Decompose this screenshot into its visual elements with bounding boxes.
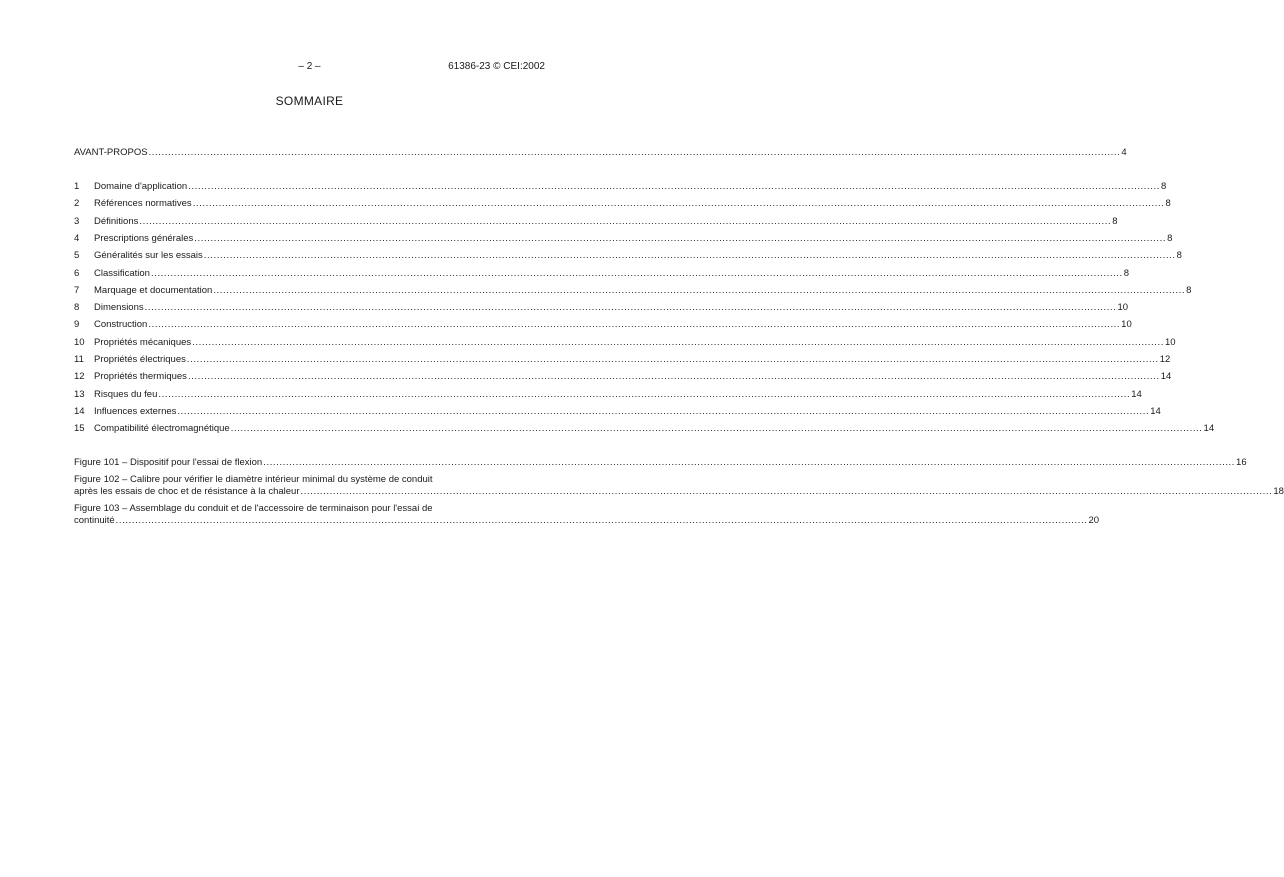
toc-label: Prescriptions générales: [94, 232, 194, 244]
toc-clause-item[interactable]: [74, 215, 1118, 228]
toc-label: Propriétés thermiques: [94, 371, 187, 383]
toc-label: Dimensions: [94, 302, 144, 314]
toc-clause-item[interactable]: [74, 388, 1142, 401]
toc-page: 8: [1123, 267, 1130, 279]
leader-dots: ............................................................................................................................................................................................................................................................................................................: [192, 198, 1165, 210]
toc-label: Propriétés électriques: [94, 354, 186, 365]
toc-label: Références normatives: [94, 198, 192, 210]
toc-page: 10: [1165, 336, 1176, 348]
toc-page: 8: [1112, 215, 1118, 227]
toc-number: 15: [74, 423, 85, 435]
toc-page: 20: [1088, 515, 1100, 526]
toc-number: 1: [74, 181, 80, 192]
toc-clause-item[interactable]: [74, 181, 1167, 193]
toc-number: 6: [74, 267, 80, 279]
toc-number: 7: [74, 284, 80, 296]
toc-label: Définitions: [94, 215, 139, 227]
toc-label: Généralités sur les essais: [94, 250, 203, 262]
toc-number: 11: [74, 354, 84, 365]
toc-clause-item[interactable]: [74, 336, 1176, 349]
toc-label: Construction: [94, 319, 148, 331]
toc-page: 14: [1160, 371, 1172, 383]
leader-dots: ............................................................................................................................................................................................................................................................................................................: [188, 181, 1161, 192]
toc-clause-item[interactable]: [74, 267, 1130, 280]
leader-dots: ............................................................................................................................................................................................................................................................................................................: [150, 267, 1123, 279]
leader-dots: ............................................................................................................................................................................................................................................................................................................: [158, 388, 1131, 400]
toc-page: 14: [1131, 388, 1142, 400]
leader-dots: ............................................................................................................................................................................................................................................................................................................: [187, 371, 1160, 383]
toc-page: 8: [1176, 250, 1182, 262]
toc-figure-item[interactable]: [74, 486, 1284, 498]
toc-label: Figure 101 – Dispositif pour l'essai de flexion: [74, 457, 263, 468]
toc-page: 8: [1161, 181, 1167, 192]
toc-number: 14: [74, 405, 85, 417]
leader-dots: ............................................................................................................................................................................................................................................................................................................: [144, 302, 1117, 314]
leader-dots: ............................................................................................................................................................................................................................................................................................................: [186, 354, 1159, 365]
leader-dots: ............................................................................................................................................................................................................................................................................................................: [300, 486, 1273, 497]
toc-clause-item[interactable]: [74, 354, 1171, 366]
toc-number: 2: [74, 198, 80, 210]
toc-clause-item[interactable]: [74, 284, 1192, 297]
leader-dots: ............................................................................................................................................................................................................................................................................................................: [148, 319, 1121, 331]
toc-number: 8: [74, 302, 80, 314]
leader-dots: ............................................................................................................................................................................................................................................................................................................: [139, 215, 1112, 227]
toc-clause-item[interactable]: [74, 198, 1171, 210]
leader-dots: ............................................................................................................................................................................................................................................................................................................: [177, 405, 1150, 417]
toc-label: après les essais de choc et de résistance à la chaleur: [74, 486, 300, 497]
toc-label: Marquage et documentation: [94, 284, 213, 296]
toc-number: 5: [74, 250, 80, 262]
toc-page: 16: [1236, 457, 1247, 468]
toc-foreword[interactable]: [74, 147, 1127, 159]
leader-dots: ............................................................................................................................................................................................................................................................................................................: [213, 284, 1186, 296]
toc-figure-item[interactable]: [74, 515, 1100, 527]
toc-number: 3: [74, 215, 80, 227]
toc-page: 8: [1167, 232, 1173, 244]
leader-dots: ............................................................................................................................................................................................................................................................................................................: [230, 423, 1203, 435]
leader-dots: ............................................................................................................................................................................................................................................................................................................: [148, 147, 1121, 158]
toc-label: AVANT-PROPOS: [74, 147, 148, 158]
toc-clause-item[interactable]: [74, 302, 1129, 314]
toc-page: 10: [1117, 302, 1129, 314]
toc-figure-caption-line: Figure 103 – Assemblage du conduit et de l'accessoire de terminaison pour l'essai de: [74, 503, 433, 514]
toc-label: Compatibilité électromagnétique: [94, 423, 230, 435]
toc-number: 4: [74, 232, 80, 244]
toc-number: 9: [74, 319, 80, 331]
toc-number: 10: [74, 336, 85, 348]
toc-page: 14: [1150, 405, 1161, 417]
toc-figure-item[interactable]: [74, 457, 1247, 469]
toc-page: 4: [1121, 147, 1127, 158]
toc-label: Risques du feu: [94, 388, 158, 400]
document-reference: 61386-23 © CEI:2002: [448, 61, 545, 72]
toc-page: 14: [1203, 423, 1215, 435]
toc-page: 18: [1273, 486, 1284, 497]
toc-page: 8: [1165, 198, 1171, 210]
toc-clause-item[interactable]: [74, 405, 1161, 418]
page-title: SOMMAIRE: [275, 94, 344, 108]
leader-dots: ............................................................................................................................................................................................................................................................................................................: [115, 515, 1088, 526]
toc-label: Classification: [94, 267, 150, 279]
toc-page: 8: [1186, 284, 1192, 296]
toc-number: 13: [74, 388, 85, 400]
toc-clause-item[interactable]: [74, 423, 1215, 435]
leader-dots: ............................................................................................................................................................................................................................................................................................................: [194, 232, 1167, 244]
toc-label: Propriétés mécaniques: [94, 336, 192, 348]
leader-dots: ............................................................................................................................................................................................................................................................................................................: [203, 250, 1176, 262]
toc-clause-item[interactable]: [74, 371, 1172, 383]
toc-clause-item[interactable]: [74, 319, 1132, 331]
toc-clause-item[interactable]: [74, 232, 1173, 245]
toc-clause-item[interactable]: [74, 250, 1182, 262]
leader-dots: ............................................................................................................................................................................................................................................................................................................: [192, 336, 1164, 348]
toc-figure-caption-line: Figure 102 – Calibre pour vérifier le diamètre intérieur minimal du système de conduit: [74, 474, 433, 485]
page-number: – 2 –: [298, 61, 321, 72]
toc-label: Influences externes: [94, 405, 177, 417]
toc-number: 12: [74, 371, 85, 383]
toc-label: Domaine d'application: [94, 181, 188, 192]
toc-label: continuité: [74, 515, 115, 526]
toc-page: 12: [1159, 354, 1171, 365]
leader-dots: ............................................................................................................................................................................................................................................................................................................: [263, 457, 1236, 468]
toc-page: 10: [1121, 319, 1132, 331]
